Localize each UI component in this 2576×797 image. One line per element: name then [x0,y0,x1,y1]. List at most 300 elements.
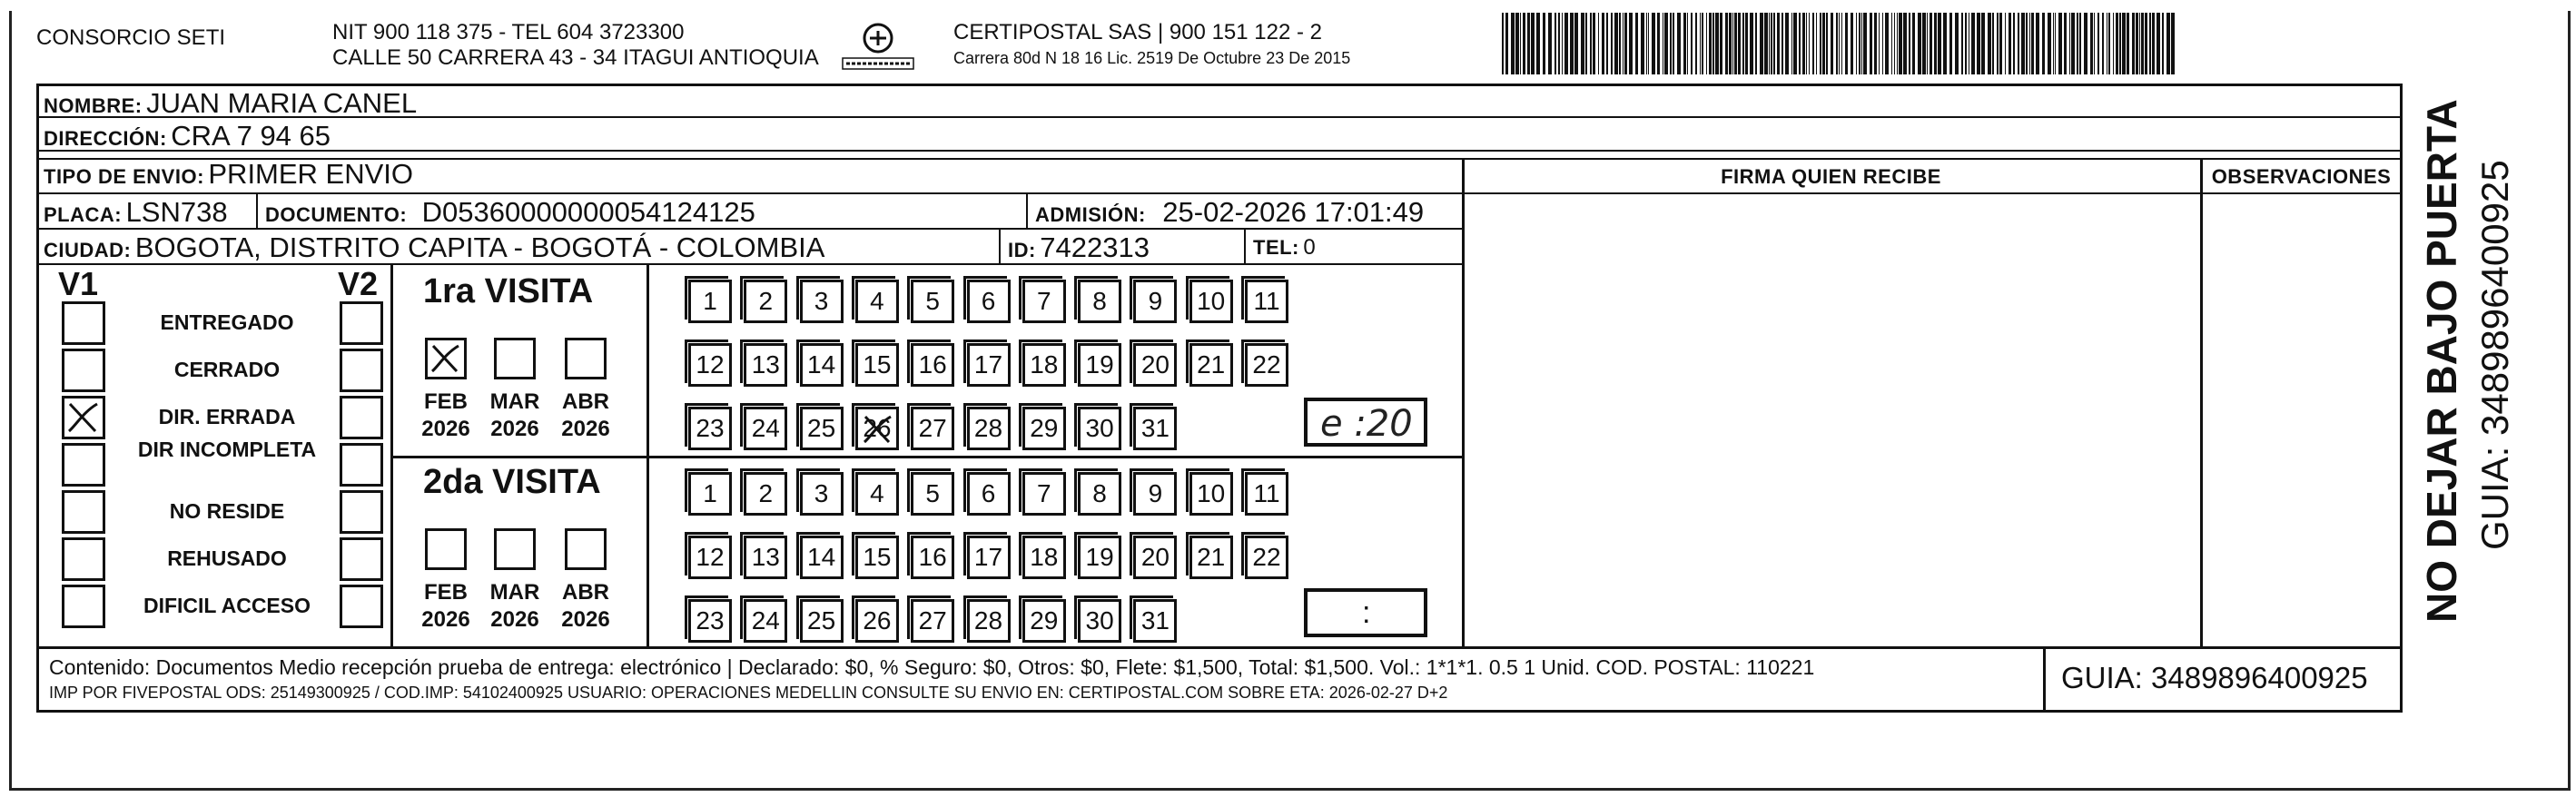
barcode-bar [1505,13,1508,74]
visit1-day-box[interactable] [1022,343,1066,387]
visit2-time-value: : [1362,595,1371,630]
barcode-bar [2064,13,2067,74]
barcode-bar [1657,13,1660,74]
month-name: ABR [562,580,609,605]
visit1-day-box[interactable] [1022,407,1066,450]
visit1-day-box[interactable] [911,280,954,323]
barcode-bar [1706,13,1707,74]
barcode-bar [2139,13,2140,74]
barcode-bar [1691,13,1693,74]
visit2-day-box[interactable] [1078,472,1121,516]
barcode-bar [1899,13,1902,74]
day-number: 27 [918,606,947,635]
barcode-bar [1938,13,1941,74]
day-number: 22 [1252,543,1281,571]
visit2-day-box[interactable] [1245,536,1288,579]
day-number: 25 [807,606,836,635]
day-number: 27 [918,414,947,442]
visit2-day-box[interactable] [911,536,954,579]
day-number: 6 [981,287,996,315]
day-number: 14 [807,350,836,379]
barcode-bar [1702,13,1703,74]
day-number: 28 [973,606,1003,635]
v1-checkbox[interactable] [62,490,105,534]
direccion-row [44,120,331,153]
visit2-month-checkbox[interactable] [494,528,536,570]
day-number: 5 [925,479,940,507]
footer-contenido: Contenido: Documentos Medio recepción prueba de entrega: electrónico | Declarado: $0, % Seguro: $0, Otros: $0, Flete: $1,500, Total: $1,500. Vol.: 1*1*1. 0.5 1 Unid. COD. POSTAL: 110221 [49,655,1815,679]
barcode-bar [1720,13,1722,74]
v2-checkbox[interactable] [340,349,383,392]
barcode-bar [1903,13,1907,74]
v2-checkbox[interactable] [340,301,383,345]
documento-row [265,196,755,229]
barcode-bar [1602,13,1604,74]
barcode-bar [1879,13,1880,74]
barcode-bar [2079,13,2081,74]
day-number: 30 [1085,606,1114,635]
visit1-day-box[interactable] [688,407,732,450]
day-number: 20 [1140,350,1170,379]
rule [1244,228,1246,264]
day-number: 16 [918,350,947,379]
visit2-day-box[interactable] [800,599,844,643]
visit2-day-box[interactable] [744,599,787,643]
barcode-bar [1918,13,1921,74]
barcode-bar [2048,13,2051,74]
day-number: 26 [863,414,892,442]
visit1-day-box[interactable] [1245,280,1288,323]
barcode-bar [1670,13,1672,74]
visit2-day-box[interactable] [1133,472,1177,516]
month-name: ABR [562,389,609,414]
barcode-bar [1585,13,1587,74]
barcode-bar [2013,13,2015,74]
day-number: 12 [696,543,725,571]
day-number: 10 [1197,287,1226,315]
ciudad-row [44,231,824,264]
barcode-bar [2008,13,2011,74]
visit2-day-box[interactable] [967,599,1011,643]
day-number: 9 [1148,479,1163,507]
barcode-bar [1820,13,1821,74]
address-line: CALLE 50 CARRERA 43 - 34 ITAGUI ANTIOQUIA [332,45,819,70]
barcode-bar [2122,13,2126,74]
day-number: 18 [1030,350,1059,379]
v2-label: V2 [338,265,379,302]
barcode-bar [1614,13,1618,74]
v1-checkbox[interactable] [62,349,105,392]
barcode-bar [1809,13,1810,74]
barcode-bar [2071,13,2075,74]
day-number: 18 [1030,543,1059,571]
admision-row [1035,196,1424,229]
barcode-bar [2102,13,2104,74]
barcode-bar [1725,13,1728,74]
v1-checkbox[interactable] [62,301,105,345]
barcode-bar [1949,13,1952,74]
placa-value: LSN738 [125,196,228,228]
visit1-month-checkbox[interactable] [565,338,607,379]
visit2-month-label [414,579,478,634]
barcode-bar [1822,13,1825,74]
visit2-title: 2da VISITA [423,463,601,501]
barcode-bar [1988,13,1991,74]
barcode-bar [1870,13,1872,74]
barcode-bar [2077,13,2078,74]
barcode-bar [1700,13,1701,74]
barcode-bar [1606,13,1608,74]
day-number: 23 [696,414,725,442]
day-number: 15 [863,350,892,379]
v1-checkbox[interactable] [62,443,105,487]
observaciones-area[interactable] [2205,196,2397,644]
day-number: 26 [863,606,892,635]
day-number: 17 [973,543,1003,571]
day-number: 10 [1197,479,1226,507]
barcode-bar [1619,13,1621,74]
barcode-bar [2084,13,2087,74]
id-label: ID: [1008,239,1036,261]
ciudad-label: CIUDAD: [44,239,132,261]
v1-checkbox[interactable] [62,396,105,439]
visit2-day-box[interactable] [1245,472,1288,516]
visit1-day-box[interactable] [688,343,732,387]
visit1-day-box[interactable] [744,280,787,323]
barcode-bar [1764,13,1768,74]
rule [2400,84,2403,712]
visit2-time-field[interactable] [1304,588,1427,637]
month-name: FEB [424,580,468,605]
barcode-bar [1623,13,1624,74]
visit2-day-box[interactable] [855,536,899,579]
visit1-day-box[interactable] [800,280,844,323]
barcode-bar [2069,13,2070,74]
visit1-day-box[interactable] [855,407,899,450]
visit2-day-box[interactable] [744,472,787,516]
visit1-day-box[interactable] [855,280,899,323]
status-label: REHUSADO [167,546,287,570]
rule [2200,158,2203,648]
barcode-bar [1554,13,1556,74]
visit1-day-box[interactable] [744,343,787,387]
day-number: 14 [807,543,836,571]
visit2-day-box[interactable] [1078,599,1121,643]
visit1-day-box[interactable] [1022,280,1066,323]
day-number: 17 [973,350,1003,379]
rule [2043,646,2046,712]
visit1-month-checkbox[interactable] [425,338,467,379]
visit2-day-box[interactable] [1078,536,1121,579]
visit2-day-box[interactable] [967,536,1011,579]
visit1-day-box[interactable] [1133,280,1177,323]
barcode-bar [2119,13,2121,74]
status-label: ENTREGADO [160,310,294,334]
visit2-month-label [554,579,617,634]
barcode-bar [1885,13,1889,74]
side-guia: GUIA: 3489896400925 [2473,160,2516,550]
visit2-day-box[interactable] [1022,599,1066,643]
visit2-day-box[interactable] [855,599,899,643]
day-number: 5 [925,287,940,315]
day-number: 16 [918,543,947,571]
visit1-day-box[interactable] [1078,407,1121,450]
visit1-day-box[interactable] [1078,343,1121,387]
visit2-day-box[interactable] [1189,536,1233,579]
barcode-bar [1581,13,1584,74]
barcode-bar [1695,13,1697,74]
visit2-day-box[interactable] [1189,472,1233,516]
visit1-day-box[interactable] [911,407,954,450]
barcode-bar [2145,13,2147,74]
rule [1026,192,1028,229]
nombre-row [44,87,417,120]
visit1-day-box[interactable] [1133,407,1177,450]
barcode-bar [2094,13,2095,74]
barcode-bar [1564,13,1568,74]
barcode-bar [1548,13,1552,74]
barcode-bar [2152,13,2155,74]
barcode-bar [2090,13,2093,74]
v2-checkbox[interactable] [340,537,383,581]
barcode-bar [1831,13,1833,74]
barcode-bar [1527,13,1530,74]
visit1-day-box[interactable] [744,407,787,450]
day-number: 7 [1037,287,1051,315]
visit2-day-box[interactable] [800,536,844,579]
barcode-bar [1965,13,1967,74]
barcode-bar [1664,13,1668,74]
day-number: 7 [1037,479,1051,507]
rule [36,710,2403,713]
barcode-bar [1802,13,1805,74]
footer-imp: IMP POR FIVEPOSTAL ODS: 25149300925 / COD.IMP: 54102400925 USUARIO: OPERACIONES MEDELLIN CONSULTE SU ENVIO EN: CERTIPOSTAL.COM SOBRE ETA: 2026-02-27 D+2 [49,684,1448,702]
visit1-day-box[interactable] [800,407,844,450]
visit1-day-box[interactable] [1245,343,1288,387]
visit1-day-box[interactable] [855,343,899,387]
visit1-time-field[interactable] [1304,398,1427,447]
id-value: 7422313 [1040,231,1150,263]
barcode-bar [1997,13,1999,74]
barcode-bar [1715,13,1719,74]
day-number: 13 [751,543,780,571]
barcode-bar [1863,13,1867,74]
barcode-bar [1851,13,1853,74]
v1-checkbox[interactable] [62,585,105,628]
status-label: DIR. ERRADA [158,405,296,428]
placa-label: PLACA: [44,203,123,226]
barcode-bar [1859,13,1860,74]
certipostal-logo [837,18,919,76]
day-number: 21 [1197,543,1226,571]
barcode-bar [1799,13,1801,74]
barcode-bar [2166,13,2170,74]
barcode-bar [1543,13,1545,74]
barcode-bar [1652,13,1655,74]
day-number: 1 [703,287,717,315]
day-number: 28 [973,414,1003,442]
id-row [1008,231,1150,264]
day-number: 6 [981,479,996,507]
rule [36,84,39,712]
visit2-day-box[interactable] [1133,536,1177,579]
barcode-bar [1750,13,1753,74]
visit1-day-box[interactable] [1133,343,1177,387]
visit1-day-box[interactable] [688,280,732,323]
day-number: 31 [1140,414,1170,442]
barcode-bar [1836,13,1838,74]
barcode-bar [1729,13,1732,74]
visit2-day-box[interactable] [967,472,1011,516]
month-year: 2026 [490,417,539,441]
rule [1462,192,2403,194]
rule [999,228,1001,264]
barcode-bar [1955,13,1959,74]
day-number: 15 [863,543,892,571]
barcode-bar [1502,13,1504,74]
day-number: 30 [1085,414,1114,442]
tel-label: TEL: [1253,236,1299,259]
barcode-bar [1812,13,1814,74]
status-label: DIR INCOMPLETA [137,438,317,461]
barcode-bar [1912,13,1915,74]
visit1-title: 1ra VISITA [423,272,594,310]
visit2-day-box[interactable] [800,472,844,516]
barcode-bar [1570,13,1574,74]
visit1-day-box[interactable] [1078,280,1121,323]
barcode-bar [1520,13,1521,74]
barcode-bar [1922,13,1926,74]
day-number: 11 [1253,287,1280,315]
visit1-month-label [483,389,547,443]
visit2-month-checkbox[interactable] [565,528,607,570]
day-number: 25 [807,414,836,442]
placa-row [44,196,228,229]
day-number: 4 [870,479,884,507]
barcode-bar [1971,13,1975,74]
nit-line: NIT 900 118 375 - TEL 604 3723300 [332,20,685,44]
visit1-day-box[interactable] [800,343,844,387]
month-name: MAR [489,580,540,605]
barcode-bar [1624,13,1627,74]
barcode-bar [1891,13,1892,74]
day-number: 11 [1253,479,1280,507]
visit2-month-label [483,579,547,634]
barcode-bar [2031,13,2034,74]
month-year: 2026 [561,417,610,441]
visit2-day-box[interactable] [744,536,787,579]
v2-checkbox[interactable] [340,396,383,439]
visit2-day-box[interactable] [911,472,954,516]
visit2-day-box[interactable] [1133,599,1177,643]
direccion-value: CRA 7 94 65 [171,120,331,152]
rule [390,456,1462,458]
barcode-bar [1882,13,1883,74]
barcode-bar [1523,13,1525,74]
v2-checkbox[interactable] [340,490,383,534]
barcode-bar [1677,13,1681,74]
v2-checkbox[interactable] [340,585,383,628]
visit2-day-box[interactable] [1022,536,1066,579]
day-number: 3 [814,287,829,315]
day-number: 22 [1252,350,1281,379]
no-dejar-bajo-puerta: NO DEJAR BAJO PUERTA [2418,99,2465,623]
visit1-month-label [414,389,478,443]
barcode-bar [1793,13,1797,74]
rule [1462,158,1465,648]
barcode-bar [1816,13,1817,74]
visit2-day-box[interactable] [688,472,732,516]
barcode-bar [1999,13,2002,74]
visit1-day-box[interactable] [967,343,1011,387]
barcode-bar [1635,13,1638,74]
visit2-day-box[interactable] [688,536,732,579]
barcode-bar [1806,13,1807,74]
day-number: 2 [758,479,774,507]
visit2-day-box[interactable] [855,472,899,516]
month-name: MAR [489,389,540,414]
barcode-bar [1611,13,1613,74]
barcode-bar [2141,13,2144,74]
day-number: 8 [1092,479,1107,507]
tipo-value: PRIMER ENVIO [208,158,414,190]
barcode-bar [1785,13,1789,74]
documento-label: DOCUMENTO: [265,203,408,226]
v1-checkbox[interactable] [62,537,105,581]
barcode-bar [1755,13,1757,74]
rule [36,192,1462,194]
day-number: 19 [1085,543,1114,571]
day-number: 1 [703,479,717,507]
visit2-day-box[interactable] [688,599,732,643]
barcode-bar [1841,13,1842,74]
barcode-bar [2116,13,2118,74]
footer-guia: GUIA: 3489896400925 [2061,661,2368,694]
barcode-bar [1742,13,1744,74]
visit1-day-box[interactable] [911,343,954,387]
visit2-day-box[interactable] [1022,472,1066,516]
day-number: 29 [1030,606,1059,635]
visit2-month-checkbox[interactable] [425,528,467,570]
barcode-bar [2036,13,2039,74]
barcode-bar [1771,13,1772,74]
barcode-bar [2026,13,2028,74]
barcode-bar [2108,13,2110,74]
documento-value: D05360000000054124125 [421,196,755,228]
visit1-day-box[interactable] [1189,343,1233,387]
visit1-day-box[interactable] [1189,280,1233,323]
barcode-bar [1897,13,1898,74]
v2-checkbox[interactable] [340,443,383,487]
barcode-bar [2018,13,2019,74]
barcode-bar [1511,13,1515,74]
day-number: 4 [870,287,884,315]
barcode-bar [1590,13,1592,74]
barcode-bar [1992,13,1994,74]
month-year: 2026 [421,607,470,632]
visit1-day-box[interactable] [967,280,1011,323]
visit2-day-box[interactable] [911,599,954,643]
signature-area[interactable] [1466,196,2197,644]
visit1-month-checkbox[interactable] [494,338,536,379]
barcode-bar [2127,13,2129,74]
nombre-value: JUAN MARIA CANEL [146,87,418,119]
direccion-label: DIRECCIÓN: [44,127,167,150]
barcode-bar [1874,13,1877,74]
barcode-bar [1738,13,1741,74]
visit1-day-box[interactable] [967,407,1011,450]
barcode-bar [2042,13,2045,74]
